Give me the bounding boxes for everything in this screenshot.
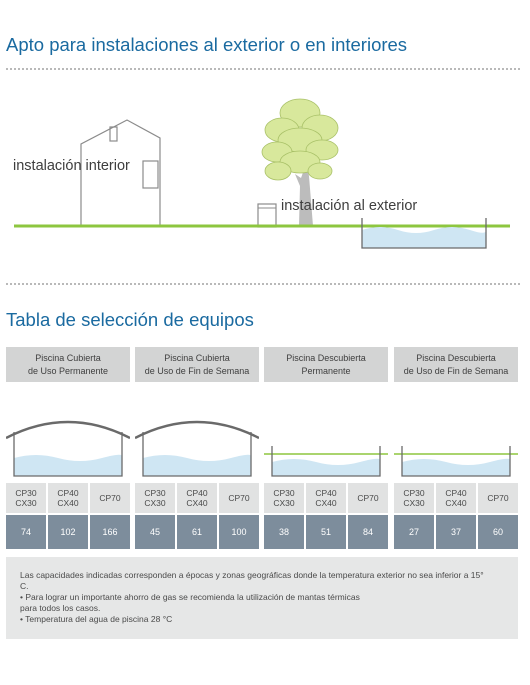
- value-cell: 166: [90, 515, 130, 549]
- value-cell: 51: [306, 515, 348, 549]
- model-row: [394, 483, 518, 513]
- outdoor-pool-icon: [264, 382, 388, 478]
- heat-pump-unit-icon: [258, 204, 276, 227]
- section-title-installation: Apto para instalaciones al exterior o en interiores: [6, 34, 408, 55]
- model-cell: CP40 CX40: [48, 483, 90, 513]
- outdoor-pool-icon: [394, 382, 518, 478]
- notes-box: [6, 557, 518, 639]
- value-row: [135, 515, 259, 549]
- dotted-divider: [6, 68, 520, 70]
- value-cell: 60: [478, 515, 518, 549]
- note-line: C.: [20, 581, 29, 591]
- model-row: [264, 483, 388, 513]
- column-header: Piscina Cubierta de Uso de Fin de Semana: [135, 347, 259, 382]
- value-cell: 37: [436, 515, 478, 549]
- value-cell: 45: [135, 515, 177, 549]
- model-cell: CP70: [219, 483, 259, 513]
- table-column-covered-permanent: [6, 347, 130, 549]
- outdoor-pool-icon: [362, 218, 486, 248]
- column-header: Piscina Descubierta Permanente: [264, 347, 388, 382]
- value-row: [264, 515, 388, 549]
- model-cell: CP70: [478, 483, 518, 513]
- value-cell: 74: [6, 515, 48, 549]
- model-cell: CP40 CX40: [177, 483, 219, 513]
- model-cell: CP40 CX40: [436, 483, 478, 513]
- note-line: • Para lograr un importante ahorro de gas se recomienda la utilización de mantas térmicas: [20, 592, 360, 602]
- model-cell: CP30 CX30: [6, 483, 48, 513]
- model-cell: CP30 CX30: [135, 483, 177, 513]
- table-column-outdoor-permanent: [264, 347, 388, 549]
- model-cell: CP70: [348, 483, 388, 513]
- value-cell: 100: [219, 515, 259, 549]
- model-cell: CP30 CX30: [394, 483, 436, 513]
- value-row: [6, 515, 130, 549]
- table-column-covered-weekend: [135, 347, 259, 549]
- model-row: [6, 483, 130, 513]
- note-line: • Temperatura del agua de piscina 28 °C: [20, 614, 173, 624]
- model-cell: CP70: [90, 483, 130, 513]
- value-cell: 102: [48, 515, 90, 549]
- value-cell: 61: [177, 515, 219, 549]
- column-header: Piscina Descubierta de Uso de Fin de Semana: [394, 347, 518, 382]
- value-row: [394, 515, 518, 549]
- covered-pool-icon: [135, 382, 259, 478]
- note-line: Las capacidades indicadas corresponden a épocas y zonas geográficas donde la temperatura exterior no sea inferior a 15°: [20, 570, 484, 580]
- table-column-outdoor-weekend: [394, 347, 518, 549]
- value-cell: 27: [394, 515, 436, 549]
- column-header: Piscina Cubierta de Uso Permanente: [6, 347, 130, 382]
- section-title-equipment-table: Tabla de selección de equipos: [6, 309, 254, 330]
- label-indoor-installation: instalación interior: [13, 158, 130, 174]
- value-cell: 84: [348, 515, 388, 549]
- model-cell: CP30 CX30: [264, 483, 306, 513]
- value-cell: 38: [264, 515, 306, 549]
- model-row: [135, 483, 259, 513]
- label-outdoor-installation: instalación al exterior: [281, 198, 418, 214]
- covered-pool-icon: [6, 382, 130, 478]
- dotted-divider: [6, 283, 520, 285]
- model-cell: CP40 CX40: [306, 483, 348, 513]
- note-line: para todos los casos.: [20, 603, 101, 613]
